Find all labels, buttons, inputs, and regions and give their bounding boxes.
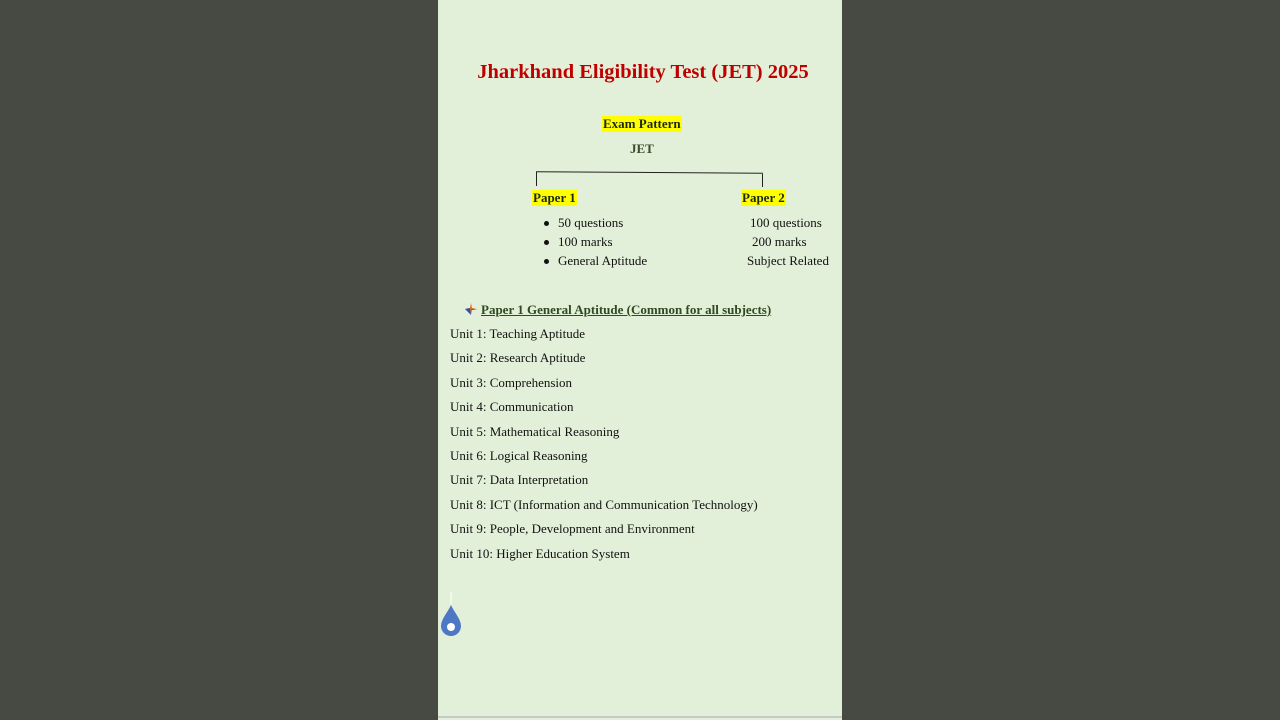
unit-list-item: Unit 7: Data Interpretation xyxy=(450,472,589,488)
exam-pattern-label: Exam Pattern xyxy=(603,116,681,131)
bottom-divider xyxy=(438,716,842,718)
unit-list-item: Unit 5: Mathematical Reasoning xyxy=(450,423,620,439)
tree-connector-left xyxy=(536,172,537,186)
tree-connector-right xyxy=(762,174,763,187)
paper1-label: Paper 1 xyxy=(533,190,576,205)
unit-list-item: Unit 4: Communication xyxy=(450,399,574,415)
paper2-item: 100 questions xyxy=(750,215,822,230)
paper1-item: 50 questions xyxy=(558,215,624,230)
unit-list-item: Unit 6: Logical Reasoning xyxy=(450,448,588,463)
unit-list-item: Unit 2: Research Aptitude xyxy=(450,350,586,366)
unit-list-item: Unit 9: People, Development and Environment xyxy=(450,521,695,537)
unit-list-item: Unit 10: Higher Education System xyxy=(450,545,630,561)
document-page xyxy=(438,0,842,720)
document-title: Jharkhand Eligibility Test (JET) 2025 xyxy=(477,61,809,83)
paper1-item: 100 marks xyxy=(558,234,613,249)
paper2-label: Paper 2 xyxy=(742,190,785,205)
background-right-blur xyxy=(842,0,1280,720)
background-left-blur xyxy=(0,0,438,720)
tree-connector-line xyxy=(536,171,763,174)
water-drop-icon xyxy=(440,592,462,638)
unit-list-item: Unit 8: ICT (Information and Communication Technology) xyxy=(450,496,758,512)
paper2-item: 200 marks xyxy=(752,234,807,249)
unit-list-item: Unit 1: Teaching Aptitude xyxy=(450,326,585,341)
paper1-item: General Aptitude xyxy=(558,253,648,268)
unit-list-item: Unit 3: Comprehension xyxy=(450,374,573,390)
jet-root-node: JET xyxy=(630,141,654,156)
bullet-star-icon xyxy=(465,303,477,315)
section-heading: Paper 1 General Aptitude (Common for all subjects) xyxy=(481,302,772,317)
paper2-item: Subject Related xyxy=(747,253,829,268)
